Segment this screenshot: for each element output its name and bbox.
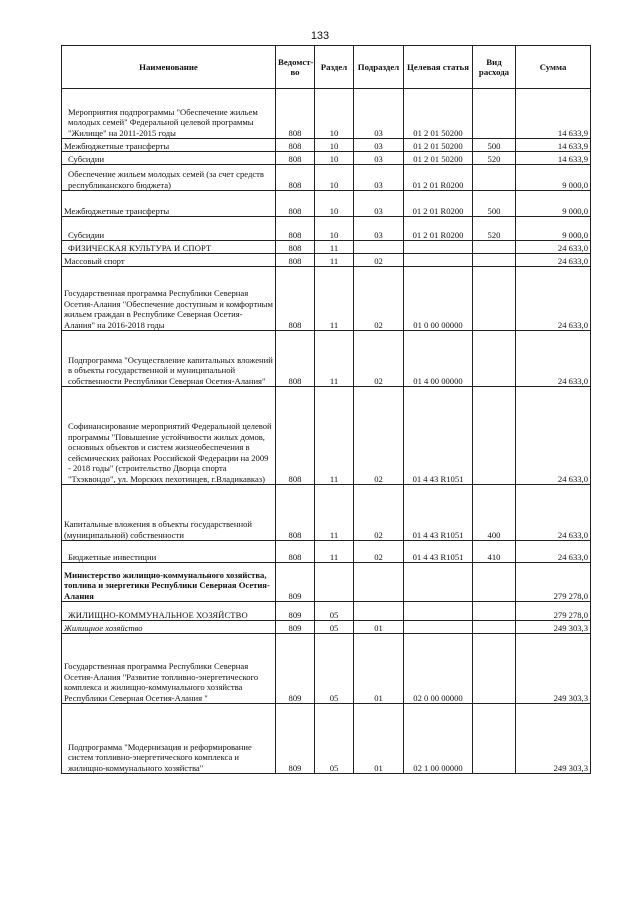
row-exptype	[473, 89, 516, 139]
row-section: 11	[315, 254, 354, 267]
row-target: 01 2 01 50200	[404, 139, 473, 152]
table-row	[62, 602, 591, 621]
row-exptype	[473, 254, 516, 267]
row-name: Подпрограмма "Осуществление капитальных вложений в объекты государственной и муниципальной собственности Республики Северная Осетия-Алания"	[62, 331, 276, 387]
table-row	[62, 217, 591, 241]
table-row	[62, 191, 591, 217]
row-sum: 24 633,0	[516, 267, 591, 331]
row-dept: 808	[276, 331, 315, 387]
row-target: 01 2 01 50200	[404, 152, 473, 165]
row-target: 01 2 01 R0200	[404, 165, 473, 191]
row-exptype	[473, 267, 516, 331]
header-sum: Сумма	[516, 46, 591, 89]
header-section: Раздел	[315, 46, 354, 89]
row-sum: 24 633,0	[516, 331, 591, 387]
row-target	[404, 241, 473, 254]
row-section: 10	[315, 191, 354, 217]
row-subsection	[354, 602, 404, 621]
row-name: Субсидии	[62, 217, 276, 241]
row-subsection: 03	[354, 191, 404, 217]
row-subsection: 02	[354, 541, 404, 563]
row-dept: 808	[276, 89, 315, 139]
row-section: 05	[315, 634, 354, 704]
budget-table	[61, 45, 591, 774]
row-name: Массовый спорт	[62, 254, 276, 267]
row-name: Государственная программа Республики Северная Осетия-Алания "Обеспечение доступным и комфортным жильем граждан в Республике Северная Осетия-Алания" на 2016-2018 годы	[62, 267, 276, 331]
row-sum: 249 303,3	[516, 621, 591, 634]
row-target: 01 2 01 R0200	[404, 217, 473, 241]
row-name: Обеспечение жильем молодых семей (за счет средств республиканского бюджета)	[62, 165, 276, 191]
row-sum: 24 633,0	[516, 387, 591, 485]
row-subsection: 03	[354, 165, 404, 191]
row-name: Капитальные вложения в объекты государственной (муниципальной) собственности	[62, 485, 276, 541]
row-exptype: 500	[473, 191, 516, 217]
row-exptype	[473, 704, 516, 774]
row-subsection: 01	[354, 634, 404, 704]
row-exptype	[473, 634, 516, 704]
row-target: 01 4 43 R1051	[404, 387, 473, 485]
row-subsection: 03	[354, 217, 404, 241]
row-target: 01 4 43 R1051	[404, 541, 473, 563]
row-target	[404, 563, 473, 602]
row-exptype: 520	[473, 152, 516, 165]
row-subsection: 02	[354, 267, 404, 331]
header-subsection: Подраздел	[354, 46, 404, 89]
table-row	[62, 254, 591, 267]
row-target: 02 0 00 00000	[404, 634, 473, 704]
table-row	[62, 89, 591, 139]
row-name: ФИЗИЧЕСКАЯ КУЛЬТУРА И СПОРТ	[62, 241, 276, 254]
row-subsection	[354, 563, 404, 602]
row-exptype	[473, 602, 516, 621]
row-subsection: 03	[354, 89, 404, 139]
row-section: 10	[315, 165, 354, 191]
row-exptype: 400	[473, 485, 516, 541]
table-row	[62, 634, 591, 704]
row-dept: 808	[276, 217, 315, 241]
row-sum: 9 000,0	[516, 165, 591, 191]
row-dept: 809	[276, 602, 315, 621]
row-dept: 808	[276, 191, 315, 217]
row-subsection: 02	[354, 485, 404, 541]
row-target: 02 1 00 00000	[404, 704, 473, 774]
table-row	[62, 165, 591, 191]
row-sum: 9 000,0	[516, 217, 591, 241]
row-section: 05	[315, 602, 354, 621]
row-sum: 24 633,0	[516, 485, 591, 541]
row-name: Жилищное хозяйство	[62, 621, 276, 634]
row-target: 01 0 00 00000	[404, 267, 473, 331]
page-number: 133	[310, 30, 330, 42]
row-subsection: 01	[354, 621, 404, 634]
row-exptype	[473, 241, 516, 254]
row-name: Мероприятия подпрограммы "Обеспечение жильем молодых семей" Федеральной целевой программы "Жилище" на 2011-2015 годы	[62, 89, 276, 139]
row-section: 10	[315, 89, 354, 139]
row-dept: 809	[276, 563, 315, 602]
row-section: 10	[315, 152, 354, 165]
row-sum: 24 633,0	[516, 541, 591, 563]
row-exptype	[473, 563, 516, 602]
row-target: 01 4 00 00000	[404, 331, 473, 387]
row-sum: 9 000,0	[516, 191, 591, 217]
table-row	[62, 241, 591, 254]
row-sum: 279 278,0	[516, 602, 591, 621]
row-sum: 249 303,3	[516, 704, 591, 774]
row-target	[404, 602, 473, 621]
row-name: Межбюджетные трансферты	[62, 139, 276, 152]
header-exptype: Вид расхода	[473, 46, 516, 89]
table-row	[62, 152, 591, 165]
table-row	[62, 704, 591, 774]
row-name: Государственная программа Республики Северная Осетия-Алания "Развитие топливно-энергетического комплекса и жилищно-коммунального хозяйства Республики Северная Осетия-Алания "	[62, 634, 276, 704]
row-exptype	[473, 621, 516, 634]
row-dept: 809	[276, 621, 315, 634]
table-row	[62, 621, 591, 634]
row-dept: 808	[276, 241, 315, 254]
row-exptype	[473, 165, 516, 191]
table-row	[62, 267, 591, 331]
header-dept: Ведомст-во	[276, 46, 315, 89]
table-row	[62, 563, 591, 602]
row-dept: 808	[276, 387, 315, 485]
row-section: 11	[315, 267, 354, 331]
row-section	[315, 563, 354, 602]
table-row	[62, 485, 591, 541]
row-dept: 808	[276, 485, 315, 541]
row-dept: 808	[276, 254, 315, 267]
row-sum: 14 633,9	[516, 139, 591, 152]
row-section: 11	[315, 387, 354, 485]
row-name: ЖИЛИЩНО-КОММУНАЛЬНОЕ ХОЗЯЙСТВО	[62, 602, 276, 621]
row-section: 11	[315, 331, 354, 387]
row-subsection: 03	[354, 139, 404, 152]
header-name: Наименование	[62, 46, 276, 89]
row-subsection: 03	[354, 152, 404, 165]
row-exptype	[473, 387, 516, 485]
row-sum: 24 633,0	[516, 241, 591, 254]
row-section: 10	[315, 139, 354, 152]
table-header	[62, 46, 591, 89]
row-name: Бюджетные инвестиции	[62, 541, 276, 563]
row-exptype: 410	[473, 541, 516, 563]
row-target: 01 4 43 R1051	[404, 485, 473, 541]
row-dept: 808	[276, 267, 315, 331]
row-subsection: 02	[354, 254, 404, 267]
row-section: 11	[315, 541, 354, 563]
row-section: 10	[315, 217, 354, 241]
row-name: Межбюджетные трансферты	[62, 191, 276, 217]
row-exptype: 500	[473, 139, 516, 152]
table-row	[62, 331, 591, 387]
row-sum: 14 633,9	[516, 89, 591, 139]
table-body	[62, 89, 591, 774]
row-dept: 808	[276, 165, 315, 191]
row-exptype: 520	[473, 217, 516, 241]
row-subsection: 02	[354, 331, 404, 387]
row-section: 05	[315, 621, 354, 634]
row-sum: 14 633,9	[516, 152, 591, 165]
row-subsection: 02	[354, 387, 404, 485]
row-subsection	[354, 241, 404, 254]
row-dept: 809	[276, 704, 315, 774]
row-target: 01 2 01 R0200	[404, 191, 473, 217]
row-name: Софинансирование мероприятий Федеральной целевой программы "Повышение устойчивости жилых домов, основных объектов и систем жизнеобеспечения в сейсмических районах Российской Федерации на 2009 - 2018 годы" (строительство Дворца спорта "Тхэквондо", ул. Морских пехотинцев, г.Владикавказ)	[62, 387, 276, 485]
table-row	[62, 387, 591, 485]
row-sum: 279 278,0	[516, 563, 591, 602]
row-dept: 808	[276, 541, 315, 563]
row-dept: 809	[276, 634, 315, 704]
row-name: Подпрограмма "Модернизация и реформирование систем топливно-энергетического комплекса и жилищно-коммунального хозяйства"	[62, 704, 276, 774]
row-target	[404, 254, 473, 267]
row-subsection: 01	[354, 704, 404, 774]
row-name: Министерство жилищно-коммунального хозяйства, топлива и энергетики Республики Северная Осетия-Алания	[62, 563, 276, 602]
row-section: 11	[315, 485, 354, 541]
row-exptype	[473, 331, 516, 387]
row-section: 11	[315, 241, 354, 254]
row-target: 01 2 01 50200	[404, 89, 473, 139]
row-dept: 808	[276, 139, 315, 152]
row-target	[404, 621, 473, 634]
row-sum: 24 633,0	[516, 254, 591, 267]
table-row	[62, 139, 591, 152]
table-row	[62, 541, 591, 563]
row-section: 05	[315, 704, 354, 774]
row-name: Субсидии	[62, 152, 276, 165]
header-target: Целевая статья	[404, 46, 473, 89]
row-dept: 808	[276, 152, 315, 165]
row-sum: 249 303,3	[516, 634, 591, 704]
